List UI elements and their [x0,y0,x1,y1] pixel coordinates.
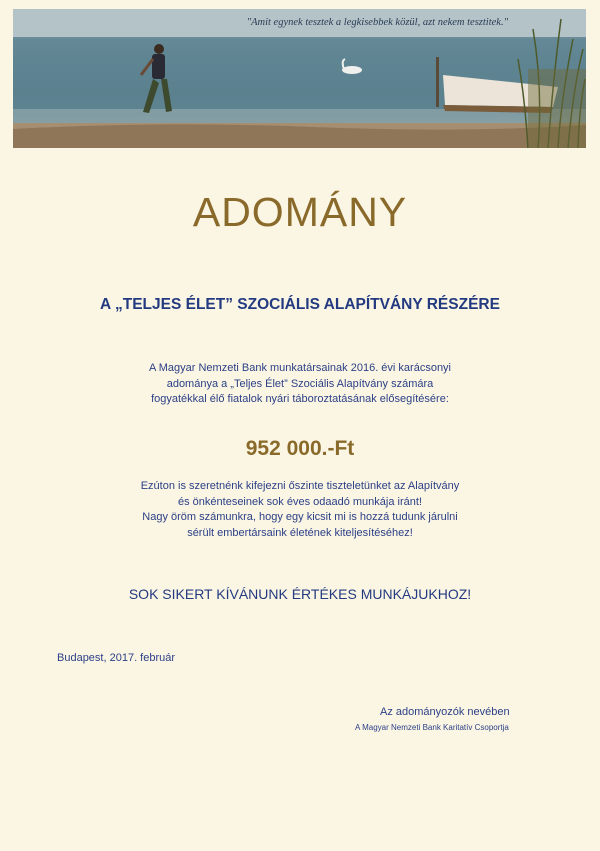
header-photo [13,9,586,148]
place-date: Budapest, 2017. február [57,652,176,664]
intro-paragraph [0,361,600,408]
closing-wish: SOK SIKERT KÍVÁNUNK ÉRTÉKES MUNKÁJUKHOZ! [128,586,472,602]
thanks-paragraph [0,479,600,541]
intro-line: A Magyar Nemzeti Bank munkatársainak 2016. évi karácsonyi [148,362,452,374]
document-subtitle: A „TELJES ÉLET” SZOCIÁLIS ALAPÍTVÁNY RÉSZÉRE [100,296,500,313]
thanks-line: és önkénteseinek sok éves odaadó munkája iránt! [178,495,422,508]
thanks-line: Nagy öröm számunkra, hogy egy kicsit mi is hozzá tudunk járulni [142,511,458,523]
signature-line-1: Az adományozók nevében [380,706,510,718]
document-title: ADOMÁNY [192,189,408,235]
lake-scene-image [13,9,586,148]
thanks-line: sérült embertársaink életének kiteljesítéséhez! [187,526,413,539]
intro-line: fogyatékkal élő fiatalok nyári táboroztatásának elősegítésére: [151,393,449,405]
header-quote: "Amit egynek tesztek a legkisebbek közül, azt nekem tesztitek." [246,17,508,28]
thanks-line: Ezúton is szeretnénk kifejezni őszinte tiszteletünket az Alapítvány [140,480,460,492]
intro-line: adománya a „Teljes Élet” Szociális Alapítvány számára [166,377,434,390]
donation-amount: 952 000.-Ft [245,437,355,460]
signature-line-2: A Magyar Nemzeti Bank Karitatív Csoportja [355,723,509,732]
